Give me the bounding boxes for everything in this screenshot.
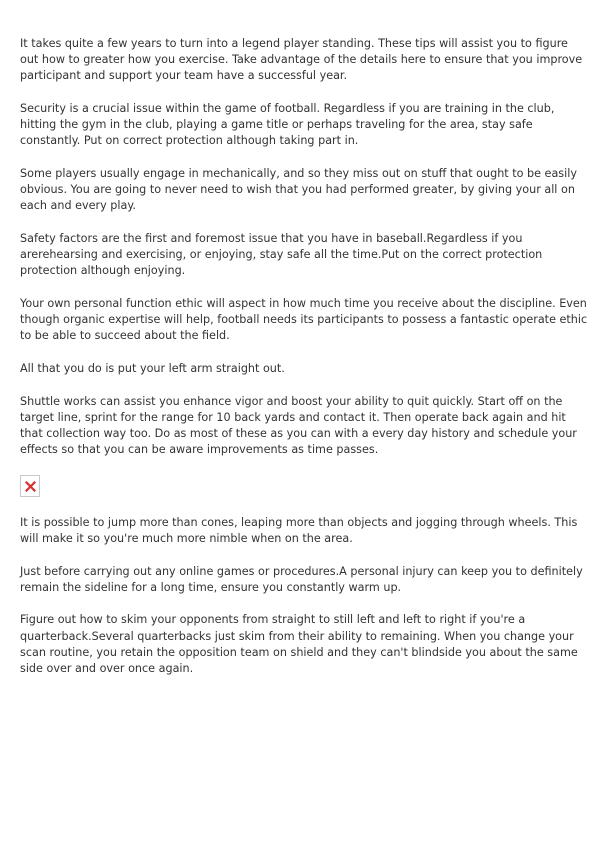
paragraph-8: It is possible to jump more than cones, leaping more than objects and jogging through wheels. This will make it so you're much more nimble when on the area. <box>20 515 578 545</box>
article-body <box>20 36 588 694</box>
paragraph-7: Shuttle works can assist you enhance vigor and boost your ability to quit quickly. Start off on the target line, sprint for the range for 10 back yards and contact it. Then operate back again and hit that collection way too. Do as most of these as you can with a every day history and schedule your effects so that you can be aware improvements as time passes. <box>20 394 577 457</box>
broken-image-icon <box>25 481 36 492</box>
paragraph-6: All that you do is put your left arm straight out. <box>20 362 285 375</box>
paragraph-5: Your own personal function ethic will aspect in how much time you receive about the discipline. Even though organic expertise will help, football needs its participants to possess a fantastic operate ethic to be able to succeed about the field. <box>20 297 588 343</box>
broken-image-placeholder <box>20 475 40 497</box>
paragraph-10: Figure out how to skim your opponents from straight to still left and left to right if you're a quarterback.Several quarterbacks just skim from their ability to remaining. When you change your scan routine, you retain the opposition team on shield and they can't blindside you about the same side over and over once again. <box>20 613 578 675</box>
paragraph-4: Safety factors are the first and foremost issue that you have in baseball.Regardless if you arerehearsing and exercising, or enjoying, stay safe all the time.Put on the correct protection protection although enjoying. <box>20 232 543 278</box>
paragraph-3: Some players usually engage in mechanically, and so they miss out on stuff that ought to be easily obvious. You are going to never need to wish that you had performed greater, by giving your all on each and every play. <box>20 167 577 213</box>
paragraph-9: Just before carrying out any online games or procedures.A personal injury can keep you to definitely remain the sideline for a long time, ensure you constantly warm up. <box>20 564 583 594</box>
paragraph-2: Security is a crucial issue within the game of football. Regardless if you are training in the club, hitting the gym in the club, playing a game title or perhaps traveling for the area, stay safe constantly. Put on correct protection although taking part in. <box>20 102 555 148</box>
paragraph-1: It takes quite a few years to turn into a legend player standing. These tips will assist you to figure out how to greater how you exercise. Take advantage of the details here to ensure that you improve participant and support your team have a successful year. <box>20 37 583 83</box>
